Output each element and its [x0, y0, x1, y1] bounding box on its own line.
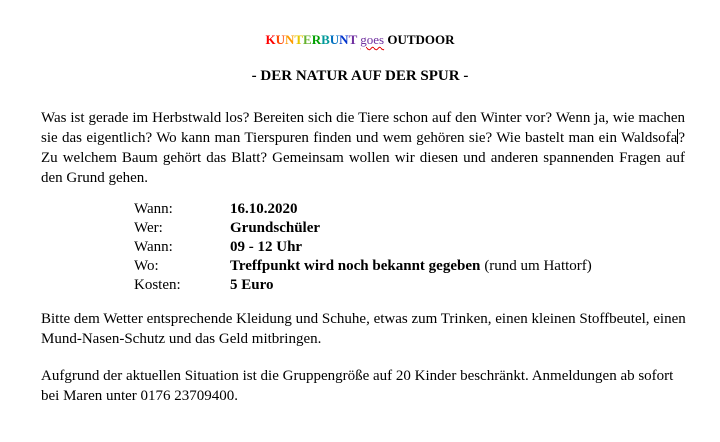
goes-word: goes [360, 32, 385, 47]
detail-extra: (rund um Hattorf) [484, 258, 592, 274]
kunterbunt-letter: T [294, 32, 304, 47]
kunterbunt-letter: N [339, 32, 349, 47]
detail-value: 16.10.2020 [230, 201, 298, 217]
detail-label: Wer: [134, 220, 163, 236]
kunterbunt-logo-text [265, 32, 357, 47]
kunterbunt-letter: T [348, 32, 357, 47]
bring-items-paragraph[interactable]: Bitte dem Wetter entsprechende Kleidung und Schuhe, etwas zum Trinken, einen kleinen Stoffbeutel, einen Mund-Nasen-Schutz und das Geld mitbringen. [41, 311, 686, 347]
detail-label: Wo: [134, 258, 159, 274]
detail-label: Kosten: [134, 277, 181, 293]
detail-label: Wann: [134, 201, 173, 217]
kunterbunt-letter: U [275, 32, 285, 47]
detail-row-time [134, 238, 592, 257]
event-details [134, 200, 592, 295]
detail-value: Grundschüler [230, 220, 321, 236]
detail-row-who [134, 219, 592, 238]
kunterbunt-letter: B [321, 32, 330, 47]
header-line [0, 32, 720, 48]
intro-text-after-cursor: ? Zu welchem Baum gehört das Blatt? Gemeinsam wollen wir diesen und anderen spannenden Fragen auf den Grund gehen. [41, 130, 685, 186]
kunterbunt-letter: K [265, 32, 276, 47]
intro-paragraph[interactable] [41, 108, 685, 188]
detail-row-where [134, 257, 592, 276]
outdoor-word: OUTDOOR [387, 32, 455, 47]
detail-value: 09 - 12 Uhr [230, 239, 303, 255]
registration-paragraph[interactable]: Aufgrund der aktuellen Situation ist die Gruppengröße auf 20 Kinder beschränkt. Anmeldungen ab sofort bei Maren unter 0176 23709400. [41, 368, 674, 404]
detail-value: Treffpunkt wird noch bekannt gegeben [230, 258, 481, 274]
kunterbunt-letter: N [284, 32, 295, 47]
intro-text-before-cursor: Was ist gerade im Herbstwald los? Bereiten sich die Tiere schon auf den Winter vor? Wenn ja, wie machen sie das eigentlich? Wo kann man Tierspuren finden und wem gehören sie? Wie bastelt man ein Waldsofa [41, 110, 685, 146]
kunterbunt-letter: U [329, 32, 340, 47]
detail-row-date [134, 200, 592, 219]
kunterbunt-letter: E [303, 32, 312, 47]
detail-label: Wann: [134, 239, 173, 255]
kunterbunt-letter: R [311, 32, 322, 47]
detail-row-cost [134, 276, 592, 295]
page-title: - DER NATUR AUF DER SPUR - [251, 68, 469, 84]
detail-value: 5 Euro [230, 277, 274, 293]
